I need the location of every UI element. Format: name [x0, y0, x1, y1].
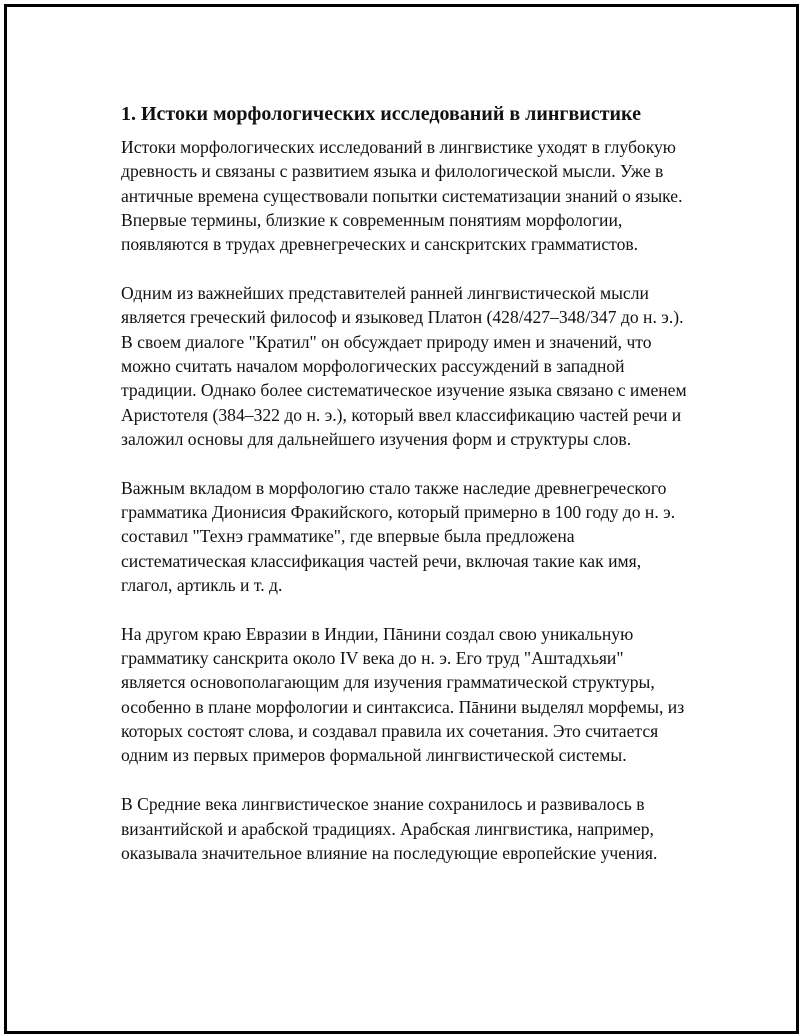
paragraph-2: Одним из важнейших представителей ранней лингвистической мысли является греческий философ и языковед Платон (428/427–348/347 до н. э.). В своем диалоге "Кратил" он обсуждает природу имен и значений, что можно считать началом морфологических рассуждений в западной традиции. Однако более систематическое изучение языка связано с именем Аристотеля (384–322 до н. э.), который ввел классификацию частей речи и заложил основы для дальнейшего изучения форм и структуры слов.	[121, 283, 687, 449]
paragraph-3: Важным вкладом в морфологию стало также наследие древнегреческого грамматика Дионисия Фракийского, который примерно в 100 году до н. э. составил "Технэ грамматике", где впервые была предложена систематическая классификация частей речи, включая такие как имя, глагол, артикль и т. д.	[121, 477, 676, 595]
paragraph-4: На другом краю Евразии в Индии, Пāнини создал свою уникальную грамматику санскрита около IV века до н. э. Его труд "Аштадхьяи" является основополагающим для изучения грамматической структуры, особенно в плане морфологии и синтаксиса. Пāнини выделял морфемы, из которых состоят слова, и создавал правила их сочетания. Это считается одним из первых примеров формальной лингвистической системы.	[121, 623, 685, 766]
paragraph-1: Истоки морфологических исследований в лингвистике уходят в глубокую древность и связаны с развитием языка и филологической мысли. Уже в античные времена существовали попытки систематизации знаний о языке. Впервые термины, близкие к современным понятиям морфологии, появляются в трудах древнегреческих и санскритских грамматистов.	[121, 137, 683, 255]
section-heading: 1. Истоки морфологических исследований в лингвистике	[121, 103, 641, 125]
document-content	[121, 101, 691, 890]
paragraph-5: В Средние века лингвистическое знание сохранилось и развивалось в византийской и арабской традициях. Арабская лингвистика, например, оказывала значительное влияние на последующие европейские учения.	[121, 794, 658, 863]
document-page	[4, 4, 799, 1034]
